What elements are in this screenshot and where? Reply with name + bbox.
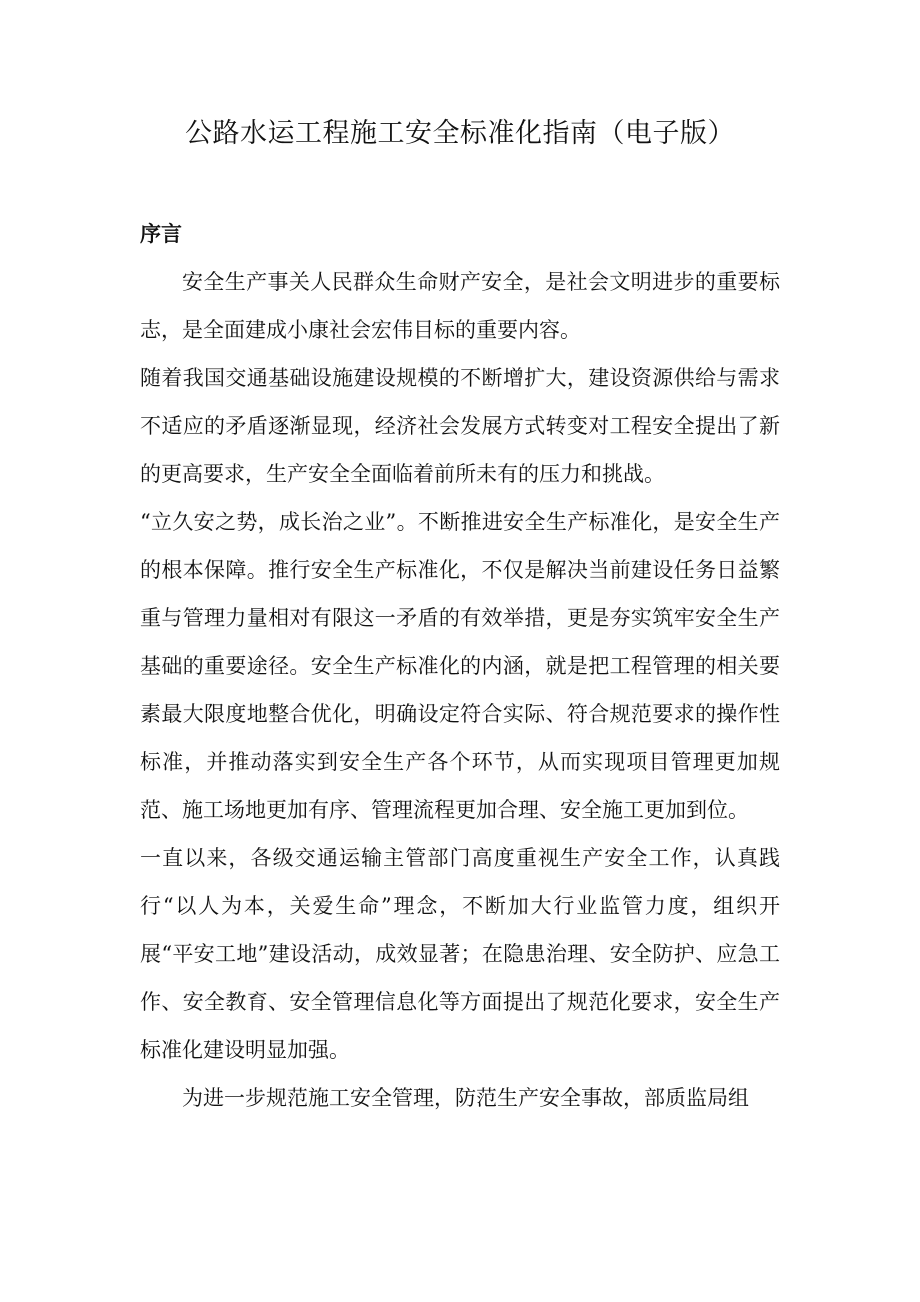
section-heading: 序言 — [140, 221, 182, 246]
paragraph-2: 随着我国交通基础设施建设规模的不断增扩大，建设资源供给与需求不适应的矛盾逐渐显现，经济社会发展方式转变对工程安全提出了新的更高要求，生产安全全面临着前所未有的压力和挑战。 — [140, 366, 780, 486]
paragraph-4: 一直以来，各级交通运输主管部门高度重视生产安全工作，认真践行“以人为本，关爱生命”理念，不断加大行业监管力度，组织开展“平安工地”建设活动，成效显著；在隐患治理、安全防护、应急工作、安全教育、安全管理信息化等方面提出了规范化要求，安全生产标准化建设明显加强。 — [140, 846, 780, 1062]
document-body — [140, 258, 780, 1122]
paragraph-1: 安全生产事关人民群众生命财产安全，是社会文明进步的重要标志，是全面建成小康社会宏伟目标的重要内容。 — [140, 270, 780, 342]
paragraph-3: “立久安之势，成长治之业”。不断推进安全生产标准化，是安全生产的根本保障。推行安全生产标准化，不仅是解决当前建设任务日益繁重与管理力量相对有限这一矛盾的有效举措，更是夯实筑牢安全生产基础的重要途径。安全生产标准化的内涵，就是把工程管理的相关要素最大限度地整合优化，明确设定符合实际、符合规范要求的操作性标准，并推动落实到安全生产各个环节，从而实现项目管理更加规范、施工场地更加有序、管理流程更加合理、安全施工更加到位。 — [140, 510, 780, 822]
document-title: 公路水运工程施工安全标准化指南（电子版） — [185, 118, 735, 149]
paragraph-5: 为进一步规范施工安全管理，防范生产安全事故，部质监局组 — [182, 1086, 749, 1110]
